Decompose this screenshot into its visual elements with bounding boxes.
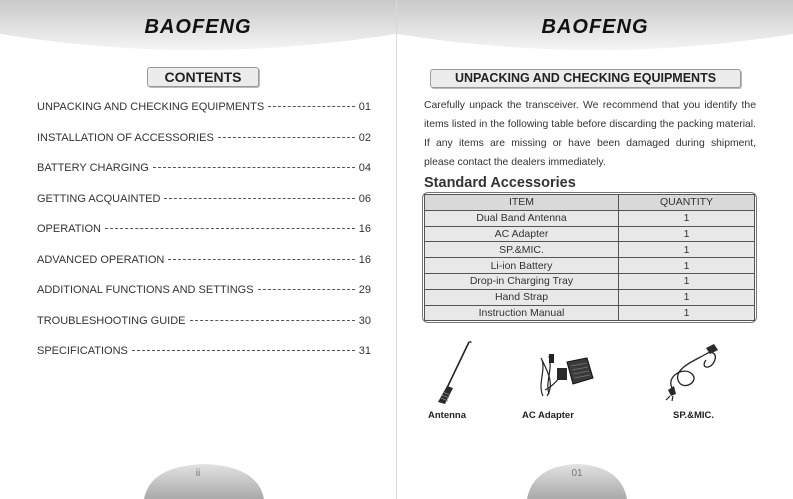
toc-entry[interactable] (37, 193, 371, 224)
toc-leader-dots (153, 167, 355, 168)
toc-entry-label: ADDITIONAL FUNCTIONS AND SETTINGS (37, 284, 254, 296)
figure-caption-ac-adapter: AC Adapter (522, 410, 574, 421)
toc-entry[interactable] (37, 101, 371, 132)
item-cell: Instruction Manual (425, 305, 619, 321)
table-row (425, 273, 755, 289)
quantity-cell: 1 (619, 210, 755, 226)
toc-entry-label: ADVANCED OPERATION (37, 253, 165, 266)
toc-entry-label: TROUBLESHOOTING GUIDE (37, 314, 186, 327)
item-cell: Li-ion Battery (425, 258, 619, 274)
table-row (425, 258, 755, 274)
toc-entry-label: SPECIFICATIONS (37, 345, 128, 357)
toc-entry-page: 01 (358, 101, 371, 113)
table-row (425, 226, 755, 242)
antenna-icon (425, 340, 485, 408)
toc-entry-page: 06 (358, 192, 371, 205)
toc-leader-dots (218, 137, 355, 138)
toc-entry-page: 16 (358, 223, 371, 235)
speaker-mic-icon (662, 340, 724, 402)
column-header-quantity: QUANTITY (619, 195, 755, 211)
table-row (425, 210, 755, 226)
toc-entry-page: 04 (358, 162, 371, 174)
header-band (397, 0, 793, 60)
toc-entry[interactable] (37, 284, 371, 315)
ac-adapter-icon (537, 348, 597, 400)
toc-leader-dots (164, 198, 354, 199)
item-cell: Hand Strap (425, 289, 619, 305)
toc-entry-page: 02 (358, 131, 371, 144)
page-number: 01 (571, 468, 583, 479)
toc-leader-dots (190, 320, 355, 321)
antenna-figure (425, 340, 485, 408)
right-page (397, 0, 793, 499)
toc-entry-label: UNPACKING AND CHECKING EQUIPMENTS (37, 101, 265, 113)
quantity-cell: 1 (619, 226, 755, 242)
quantity-cell: 1 (619, 242, 755, 258)
toc-leader-dots (132, 350, 355, 351)
ac-adapter-figure (537, 348, 597, 400)
table-header-row (425, 195, 755, 211)
quantity-cell: 1 (619, 289, 755, 305)
toc-entry-page: 16 (358, 253, 371, 266)
toc-entry[interactable] (37, 162, 371, 193)
toc-leader-dots (268, 106, 355, 107)
toc-entry-page: 29 (358, 284, 371, 296)
brand-logo: BAOFENG (144, 16, 252, 38)
toc-leader-dots (258, 289, 355, 290)
toc-entry[interactable] (37, 223, 371, 254)
toc-entry[interactable] (37, 254, 371, 285)
toc-entry-label: INSTALLATION OF ACCESSORIES (37, 131, 214, 144)
intro-paragraph: Carefully unpack the transceiver. We recommend that you identify the items listed in the following table before discarding the packing material. If any items are missing or have been damaged during shipment, please contact the dealers immediately. (424, 100, 756, 168)
item-cell: AC Adapter (425, 226, 619, 242)
brand-logo: BAOFENG (541, 16, 649, 38)
speaker-mic-figure (662, 340, 724, 402)
standard-accessories-heading: Standard Accessories (424, 175, 576, 191)
toc-entry-page: 30 (358, 314, 371, 327)
contents-title: CONTENTS (147, 67, 259, 87)
figure-caption-speaker-mic: SP.&MIC. (673, 410, 715, 421)
toc-entry[interactable] (37, 345, 371, 376)
quantity-cell: 1 (619, 305, 755, 321)
table-row (425, 289, 755, 305)
toc-entry[interactable] (37, 315, 371, 346)
toc-entry[interactable] (37, 132, 371, 163)
figure-caption-antenna: Antenna (428, 410, 466, 421)
item-cell: Drop-in Charging Tray (425, 273, 619, 289)
header-band (0, 0, 396, 60)
page-number: ii (195, 468, 201, 479)
column-header-item: ITEM (425, 195, 619, 211)
section-title: UNPACKING AND CHECKING EQUIPMENTS (430, 69, 741, 88)
toc-entry-label: GETTING ACQUAINTED (37, 192, 161, 205)
quantity-cell: 1 (619, 258, 755, 274)
toc-leader-dots (105, 228, 355, 229)
table-row (425, 242, 755, 258)
toc-entry-label: OPERATION (37, 223, 101, 235)
left-page (0, 0, 396, 499)
accessories-table (424, 194, 755, 321)
item-cell: SP.&MIC. (425, 242, 619, 258)
toc-entry-page: 31 (358, 345, 371, 357)
item-cell: Dual Band Antenna (425, 210, 619, 226)
quantity-cell: 1 (619, 273, 755, 289)
table-row (425, 305, 755, 321)
table-of-contents (37, 101, 371, 376)
toc-entry-label: BATTERY CHARGING (37, 162, 149, 174)
toc-leader-dots (168, 259, 354, 260)
